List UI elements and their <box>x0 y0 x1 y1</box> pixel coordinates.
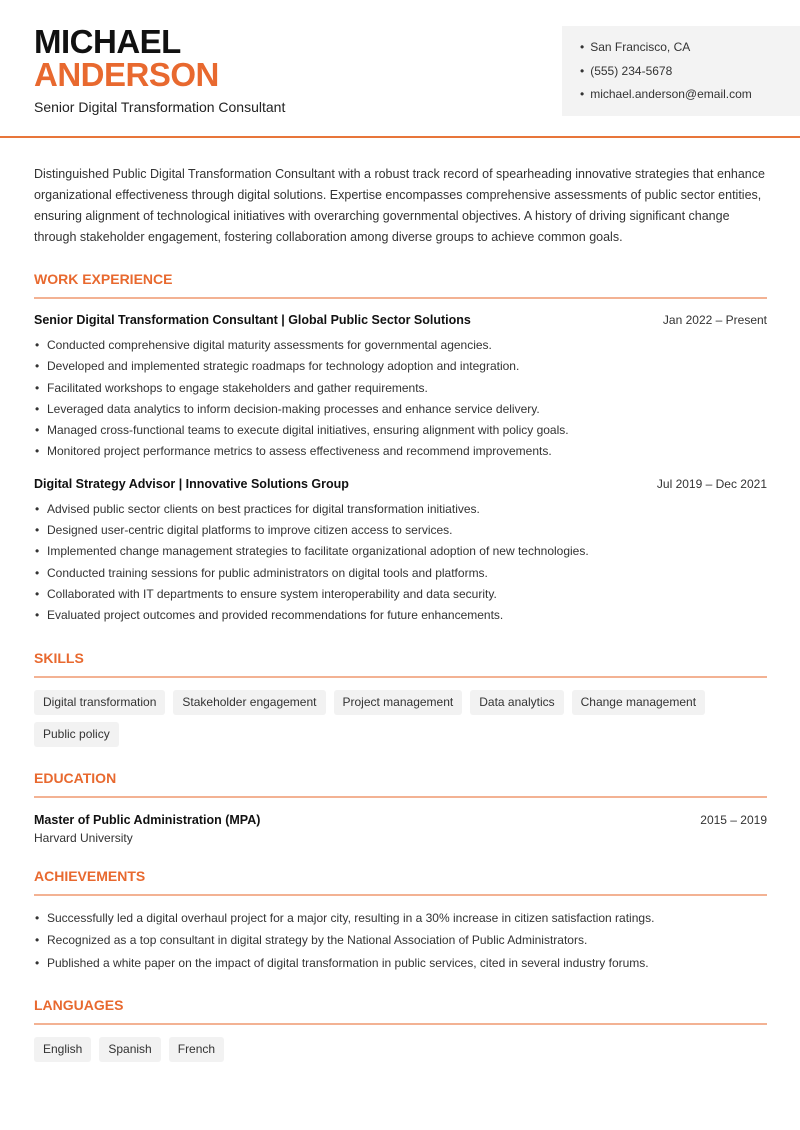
bullet-item: • Monitored project performance metrics to assess effectiveness and recommend improvements. <box>34 441 767 462</box>
summary: Distinguished Public Digital Transformation Consultant with a robust track record of spearheading innovative strategies that enhance organizational effectiveness through digital solutions. Expertise encompasses comprehensive assessments of public sector entities, ensuring alignment of technological initiatives with overarching governmental objectives. A history of driving significant change through stakeholder engagement, fostering collaboration among diverse groups to achieve common goals. <box>34 167 765 244</box>
first-name: MICHAEL <box>34 23 181 60</box>
school: Harvard University <box>34 830 133 845</box>
language-tag: Spanish <box>99 1037 160 1062</box>
last-name: ANDERSON <box>34 56 219 93</box>
bullet-item: • Facilitated workshops to engage stakeholders and gather requirements. <box>34 378 767 399</box>
achievement-item: • Published a white paper on the impact of digital transformation in public services, cited in several industry forums. <box>34 952 767 975</box>
job-role: Digital Strategy Advisor | Innovative Solutions Group <box>34 476 349 491</box>
job-header <box>34 311 767 329</box>
degree: Master of Public Administration (MPA) <box>34 812 261 827</box>
skill-tag: Data analytics <box>470 690 563 715</box>
bullet-item: • Evaluated project outcomes and provided recommendations for future enhancements. <box>34 605 767 626</box>
job-dates: Jul 2019 – Dec 2021 <box>656 476 767 491</box>
job-title: Senior Digital Transformation Consultant <box>34 99 286 115</box>
language-tag: French <box>169 1037 224 1062</box>
bullet-item: • Managed cross-functional teams to execute digital initiatives, ensuring alignment with policy goals. <box>34 420 767 441</box>
job-bullets <box>34 499 767 627</box>
bullet-item: • Collaborated with IT departments to ensure system interoperability and data security. <box>34 584 767 605</box>
resume-header <box>0 0 800 138</box>
section-heading: ACHIEVEMENTS <box>34 867 767 896</box>
language-tag: English <box>34 1037 91 1062</box>
contact-email[interactable]: • michael.anderson@email.com <box>580 86 800 110</box>
achievement-item: • Recognized as a top consultant in digital strategy by the National Association of Public Administrators. <box>34 929 767 952</box>
section-heading: EDUCATION <box>34 769 767 798</box>
education-section <box>34 769 767 845</box>
skills-section <box>34 649 767 747</box>
bullet-item: • Conducted training sessions for public administrators on digital tools and platforms. <box>34 563 767 584</box>
bullet-item: • Designed user-centric digital platforms to improve citizen access to services. <box>34 520 767 541</box>
section-heading: WORK EXPERIENCE <box>34 270 767 299</box>
bullet-item: • Advised public sector clients on best practices for digital transformation initiatives. <box>34 499 767 520</box>
job-role: Senior Digital Transformation Consultant | Global Public Sector Solutions <box>34 313 471 327</box>
section-heading: SKILLS <box>34 649 767 678</box>
skill-tag: Digital transformation <box>34 690 165 715</box>
job-entry <box>34 475 767 627</box>
bullet-item: • Leveraged data analytics to inform decision-making processes and enhance service delivery. <box>34 399 767 420</box>
contact-location: • San Francisco, CA <box>580 39 800 63</box>
skill-tag: Public policy <box>34 722 119 747</box>
skill-tag: Stakeholder engagement <box>173 690 325 715</box>
work-experience-section <box>34 270 767 627</box>
bullet-item: • Implemented change management strategies to facilitate organizational adoption of new technologies. <box>34 541 767 562</box>
skill-tag: Change management <box>572 690 705 715</box>
education-dates: 2015 – 2019 <box>700 812 767 827</box>
contact-box <box>562 26 800 116</box>
achievements-section <box>34 867 767 975</box>
bullet-item: • Developed and implemented strategic roadmaps for technology adoption and integration. <box>34 356 767 377</box>
job-entry <box>34 311 767 463</box>
languages-section <box>34 996 767 1062</box>
section-heading: LANGUAGES <box>34 996 767 1025</box>
contact-phone: • (555) 234-5678 <box>580 63 800 87</box>
achievement-item: • Successfully led a digital overhaul project for a major city, resulting in a 30% increase in citizen satisfaction ratings. <box>34 907 767 930</box>
job-dates: Jan 2022 – Present <box>662 313 767 327</box>
job-bullets <box>34 335 767 463</box>
bullet-item: • Conducted comprehensive digital maturity assessments for governmental agencies. <box>34 335 767 356</box>
job-header <box>34 475 767 493</box>
skill-tag: Project management <box>334 690 463 715</box>
